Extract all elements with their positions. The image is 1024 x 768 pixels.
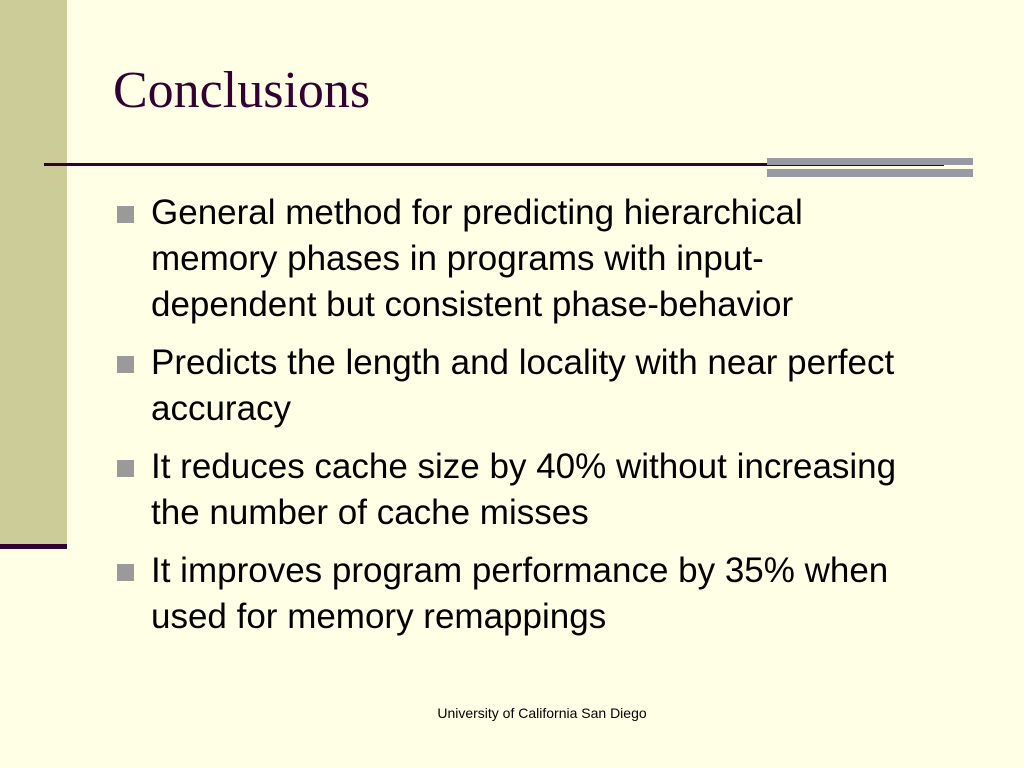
bullet-text: Predicts the length and locality with near perfect accuracy: [151, 343, 895, 428]
slide-title: Conclusions: [113, 62, 371, 119]
square-bullet-icon: [117, 206, 134, 223]
footer-institution: University of California San Diego: [437, 705, 647, 721]
bullet-item: [117, 190, 917, 328]
square-bullet-icon: [117, 564, 134, 581]
bullet-item: [117, 444, 917, 536]
bullet-item: [117, 340, 917, 432]
bullet-list: [117, 190, 917, 652]
accent-rule-top: [767, 158, 973, 165]
square-bullet-icon: [117, 356, 134, 373]
bullet-text: It reduces cache size by 40% without increasing the number of cache misses: [151, 447, 897, 532]
left-bar-rule: [0, 544, 67, 549]
bullet-item: [117, 548, 917, 640]
bullet-text: General method for predicting hierarchical memory phases in programs with input-dependent but consistent phase-behavior: [151, 193, 803, 324]
bullet-text: It improves program performance by 35% when used for memory remappings: [151, 551, 889, 636]
square-bullet-icon: [117, 460, 134, 477]
accent-rule-bottom: [767, 169, 973, 177]
left-side-bar: [0, 0, 67, 545]
